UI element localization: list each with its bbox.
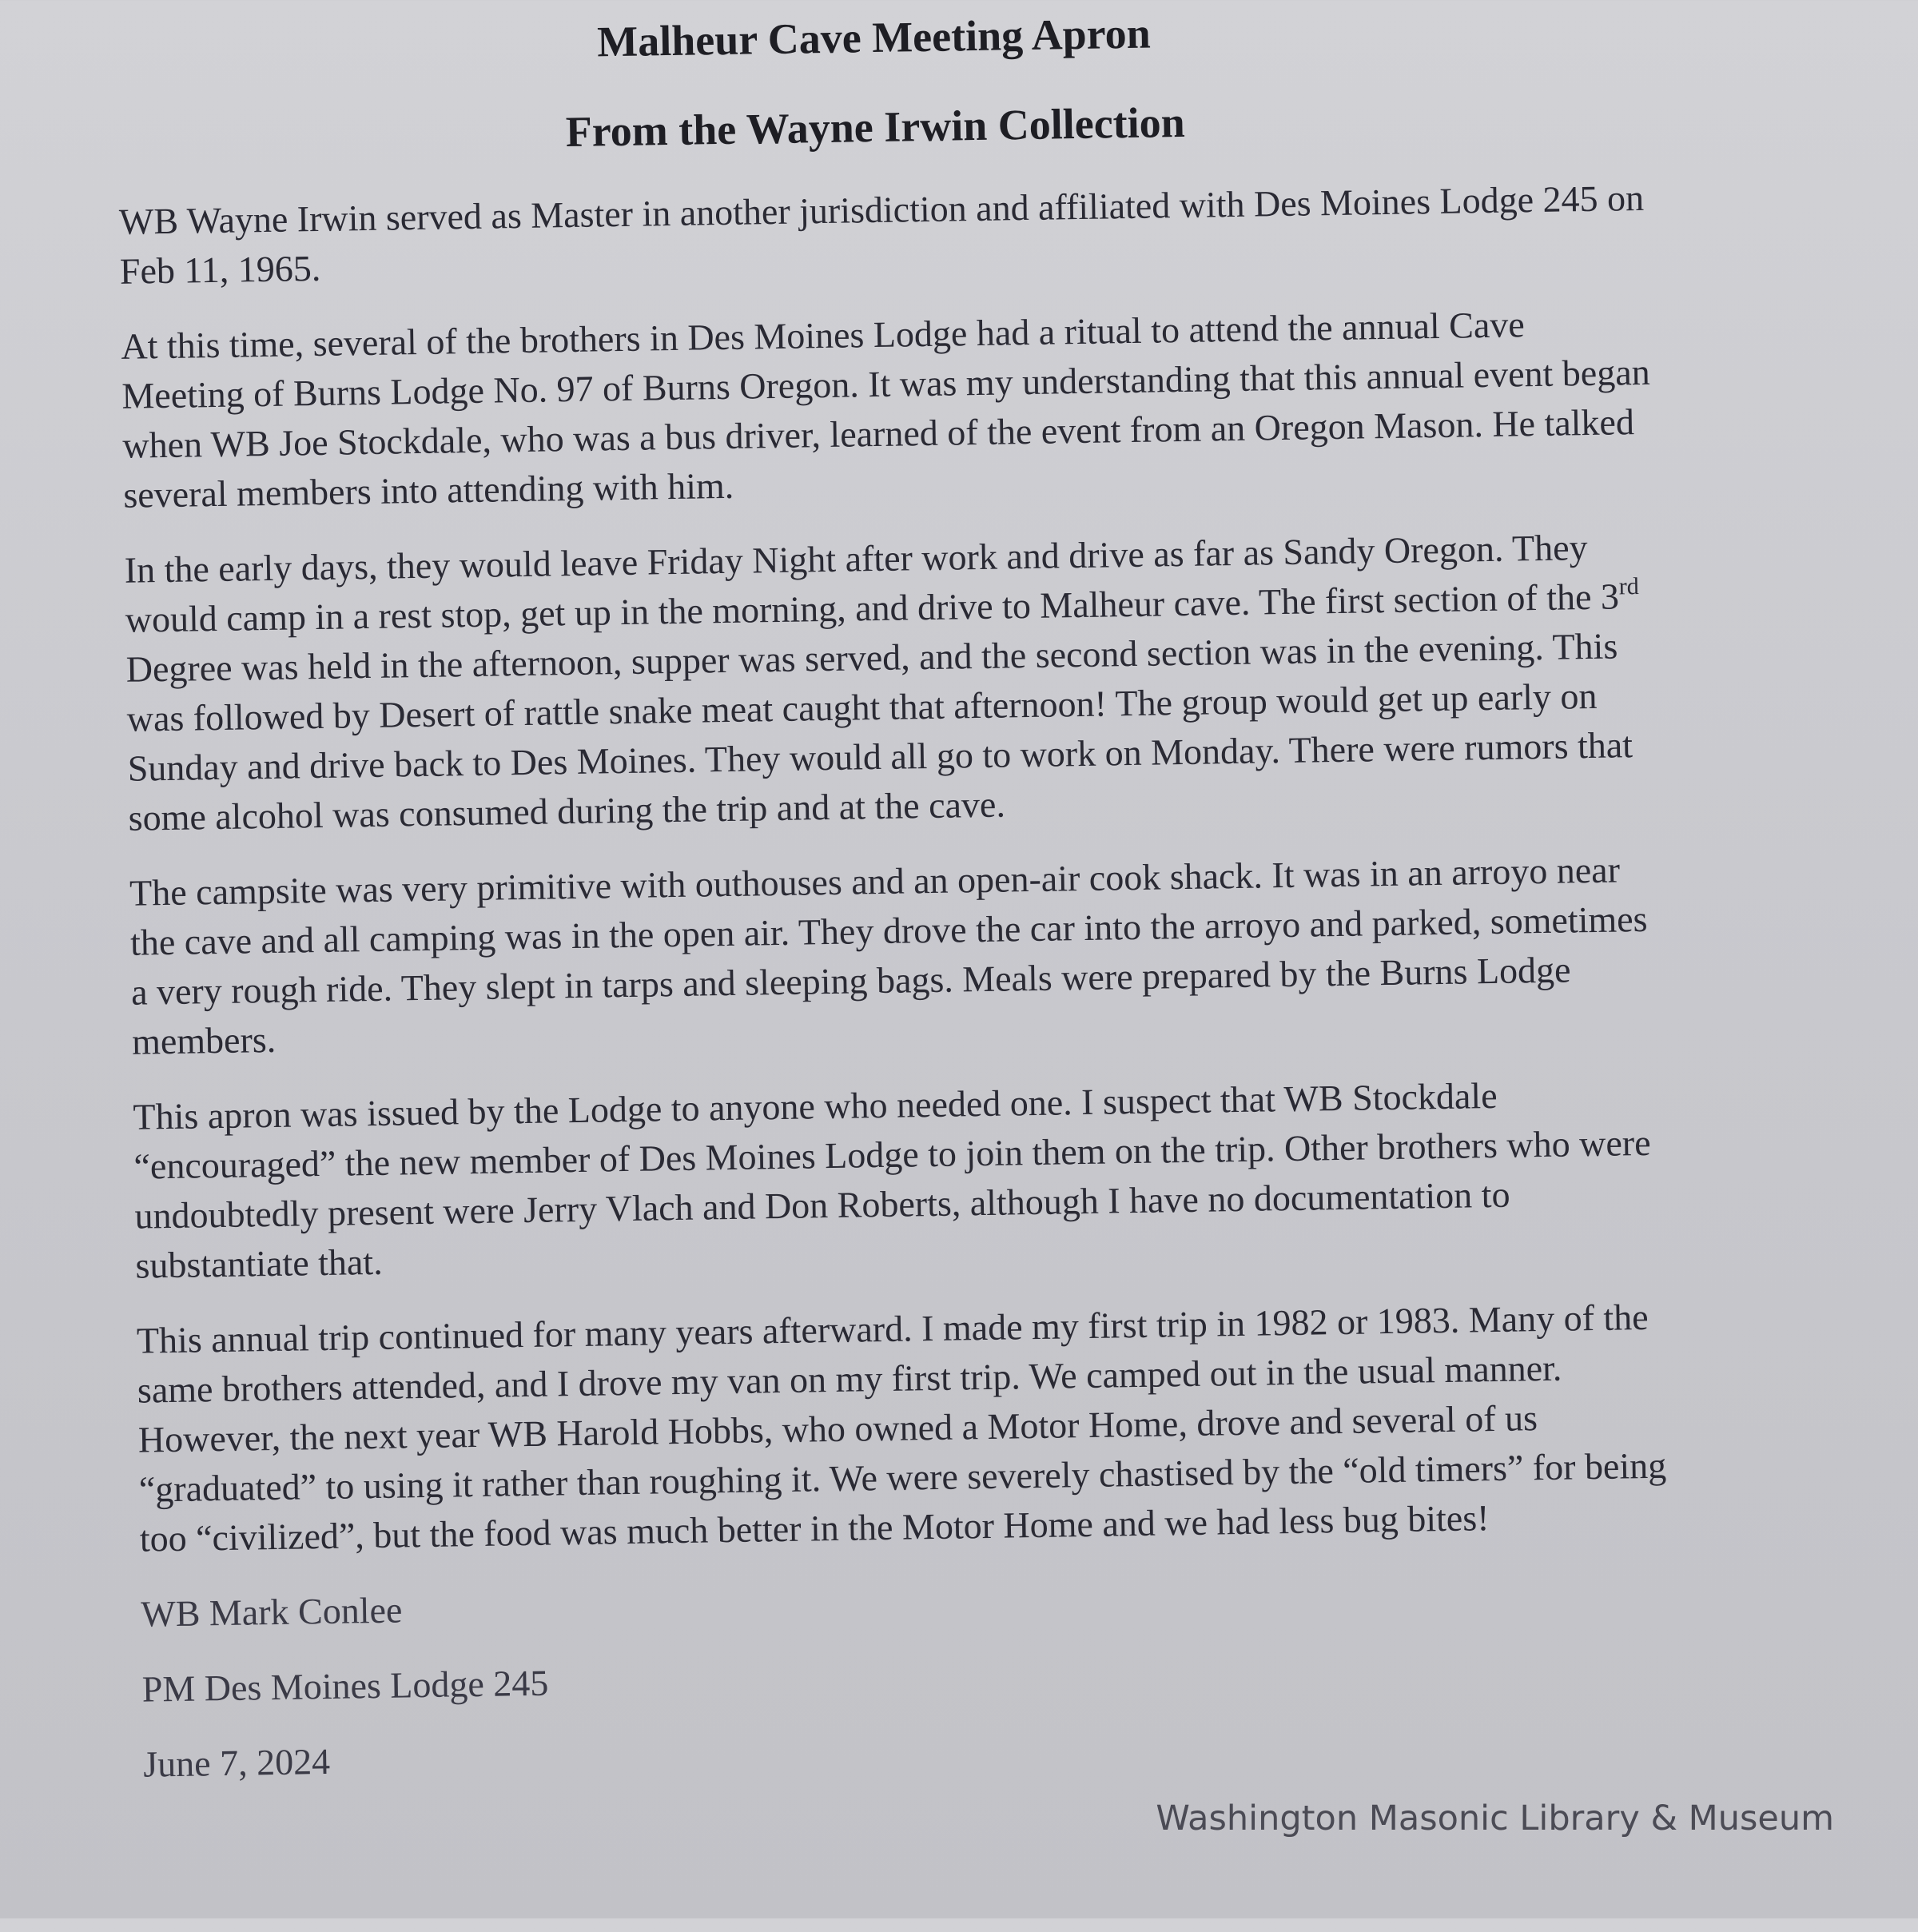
paragraph-early-days-part2: Degree was held in the afternoon, supper was served, and the second section was in the evening. This was followed by Desert of rattle snake meat caught that afternoon! The group would get up early on Sunday and drive back to Des Moines. They would all go to work on Monday. There were rumors that some alcohol was consumed during the trip and at the cave.	[125, 625, 1633, 839]
paragraph-early-days	[124, 522, 1663, 843]
document-subtitle: From the Wayne Irwin Collection	[565, 98, 1186, 157]
paragraph-apron: This apron was issued by the Lodge to anyone who needed one. I suspect that WB Stockdale “encouraged” the new member of Des Moines Lodge to join them on the trip. Other brothers who were undoubtedly present were Jerry Vlach and Don Roberts, although I have no documentation to substantiate that.	[133, 1074, 1651, 1286]
signature-name: WB Mark Conlee	[140, 1589, 403, 1635]
document-body	[118, 173, 1678, 1815]
ordinal-superscript: rd	[1618, 573, 1639, 600]
signature-role: PM Des Moines Lodge 245	[141, 1662, 549, 1710]
paragraph-annual-trip: This annual trip continued for many years afterward. I made my first trip in 1982 or 1983. Many of the same brothers attended, and I drove my van on my first trip. We camped out in the usual manner. However, the next year WB Harold Hobbs, who owned a Motor Home, drove and several of us “graduated” to using it rather than roughing it. We were severely chastised by the “old timers” for being too “civilized”, but the food was much better in the Motor Home and we had less bug bites!	[136, 1296, 1667, 1560]
document-title: Malheur Cave Meeting Apron	[596, 9, 1152, 66]
paragraph-campsite: The campsite was very primitive with outhouses and an open-air cook shack. It was in an arroyo near the cave and all camping was in the open air. They drove the car into the arroyo and parked, sometimes a very rough ride. They slept in tarps and sleeping bags. Meals were prepared by the Burns Lodge members.	[129, 849, 1648, 1062]
paragraph-early-days-part1: In the early days, they would leave Friday Night after work and drive as far as Sandy Oregon. They would camp in a rest stop, get up in the morning, and drive to Malheur cave. The first section of the 3	[124, 527, 1620, 640]
museum-watermark: Washington Masonic Library & Museum	[1156, 1799, 1834, 1838]
paragraph-affiliation: WB Wayne Irwin served as Master in another jurisdiction and affiliated with Des Moines Lodge 245 on Feb 11, 1965.	[118, 177, 1645, 292]
paragraph-cave-meeting: At this time, several of the brothers in Des Moines Lodge had a ritual to attend the annual Cave Meeting of Burns Lodge No. 97 of Burns Oregon. It was my understanding that this annual event began when WB Joe Stockdale, who was a bus driver, learned of the event from an Oregon Mason. He talked several members into attending with him.	[121, 304, 1651, 516]
signature-date: June 7, 2024	[142, 1740, 331, 1785]
